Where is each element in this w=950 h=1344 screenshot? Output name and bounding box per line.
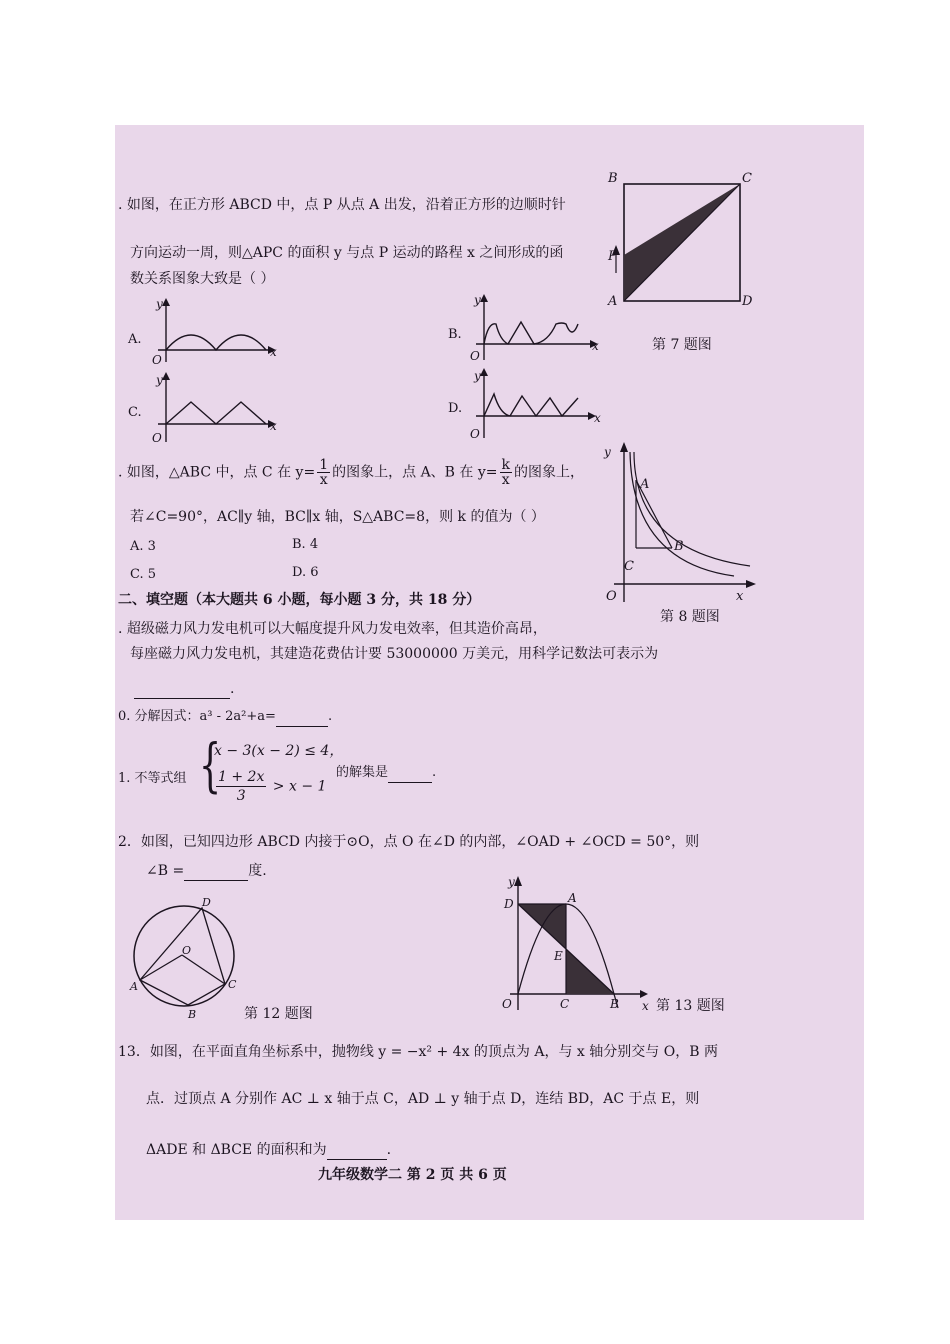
q12-caption: 第 12 题图 [244,1006,313,1022]
q8-label-b: B [674,539,684,554]
q8-hyperbola-figure [600,442,760,607]
q11-ineq-2: $\frac{1 + 2x}{3}$ > x − 1 [218,769,327,804]
q12-circle-figure [126,898,246,1020]
q13-label-o: O [502,997,512,1011]
q10-line: 0. 分解因式：a³ - 2a²+a= . [118,708,332,727]
q7-label-b: B [608,171,618,186]
q9-line-1: . 超级磁力风力发电机可以大幅度提升风力发电效率，但其造价高昂， [118,621,547,637]
q8-label-o: O [606,589,617,604]
svg-text:O: O [470,427,480,441]
q13-label-y: y [508,875,515,889]
q8-line-1 [118,458,584,487]
q8-option-a: A. 3 [130,539,156,554]
svg-text:y: y [474,293,481,307]
q11-brace: { [199,731,222,799]
q7-label-d: D [742,294,753,309]
svg-text:x: x [270,345,277,359]
q13-label-b: B [610,997,619,1011]
q7-graph-d [466,368,601,440]
q13-caption: 第 13 题图 [656,998,725,1014]
q7-graph-c [148,372,278,444]
q7-square-figure [600,165,770,315]
q12-line-1: 2．如图，已知四边形 ABCD 内接于⊙O，点 O 在∠D 的内部，∠OAD + ∠OCD = 50°，则 [118,834,700,850]
svg-text:x: x [592,339,599,353]
svg-text:O: O [470,349,480,363]
svg-text:O: O [152,353,162,367]
q13-parabola-figure [500,874,650,1014]
q12-label-d: D [202,896,211,909]
q13-label-e: E [554,949,563,963]
q12-line-2: ∠B = 度. [146,863,267,879]
q8-line-1-pre: . 如图，△ABC 中，点 C 在 y= [118,464,316,481]
q12-label-o: O [182,944,192,957]
q8-option-c: C. 5 [130,567,157,582]
q13-line-2: 点．过顶点 A 分别作 AC ⊥ x 轴于点 C，AD ⊥ y 轴于点 D，连结 BD，AC 于点 E，则 [146,1091,700,1107]
q7-graph-a [148,298,278,368]
q7-label-a: A [608,294,618,309]
q7-line-1: . 如图，在正方形 ABCD 中，点 P 从点 A 出发，沿着正方形的边顺时针 [118,197,566,213]
q7-option-d: D. [448,401,463,416]
q7-line-3: 数关系图象大致是（ ） [130,271,275,287]
q7-graph-b [466,294,601,364]
q7-line-2: 方向运动一周，则△APC 的面积 y 与点 P 运动的路程 x 之间形成的函 [130,245,564,261]
q12-label-b: B [188,1008,197,1021]
q7-option-c: C. [128,405,142,420]
q8-label-y: y [604,445,611,459]
q8-option-d: D. 6 [292,565,319,580]
svg-text:y: y [474,369,481,383]
svg-text:x: x [594,411,601,425]
q8-frac-2: $\frac{k}{x}$ [501,457,510,488]
q7-option-b: B. [448,327,462,342]
q12-label-a: A [130,980,138,993]
q12-label-c: C [228,978,237,991]
q13-label-d: D [504,897,514,911]
q8-frac-1: $\frac{1}{x}$ [319,457,329,488]
q8-label-x: x [736,589,744,604]
q13-line-3: ΔADE 和 ΔBCE 的面积和为 . [146,1142,392,1158]
q7-option-a: A. [128,332,142,347]
q13-label-a: A [568,891,577,905]
svg-text:y: y [156,297,163,311]
q8-label-c: C [624,559,634,574]
q8-caption: 第 8 题图 [660,609,720,625]
q7-label-p: P [608,249,617,264]
q13-line-1: 13．如图，在平面直角坐标系中，抛物线 y = −x² + 4x 的顶点为 A，与 x 轴分别交与 O，B 两 [118,1044,718,1060]
q8-line-1-post: 的图象上， [514,464,584,481]
q11-ineq-1: x − 3(x − 2) ≤ 4， [214,743,344,759]
svg-text:O: O [152,431,162,445]
q8-label-a: A [640,477,650,492]
q11-label: 1. 不等式组 [118,771,187,786]
svg-text:y: y [156,373,163,387]
q13-label-c: C [560,997,570,1011]
q8-option-b: B. 4 [292,537,319,552]
q7-label-c: C [742,171,752,186]
q8-line-2: 若∠C=90°，AC∥y 轴，BC∥x 轴，S△ABC=8，则 k 的值为（ ） [130,509,545,525]
q9-answer-line: . [134,680,234,699]
q9-line-2: 每座磁力风力发电机，其建造花费估计要 53000000 万美元，用科学记数法可表示为 [130,646,659,662]
q11-suffix: 的解集是 . [336,764,436,783]
section-2-heading: 二、填空题（本大题共 6 小题，每小题 3 分，共 18 分） [118,592,481,608]
q8-line-1-mid: 的图象上，点 A、B 在 y= [332,464,498,481]
svg-text:x: x [270,419,277,433]
q7-caption: 第 7 题图 [652,337,712,353]
page-footer: 九年级数学二 第 2 页 共 6 页 [318,1167,507,1183]
q13-label-x: x [642,999,649,1013]
